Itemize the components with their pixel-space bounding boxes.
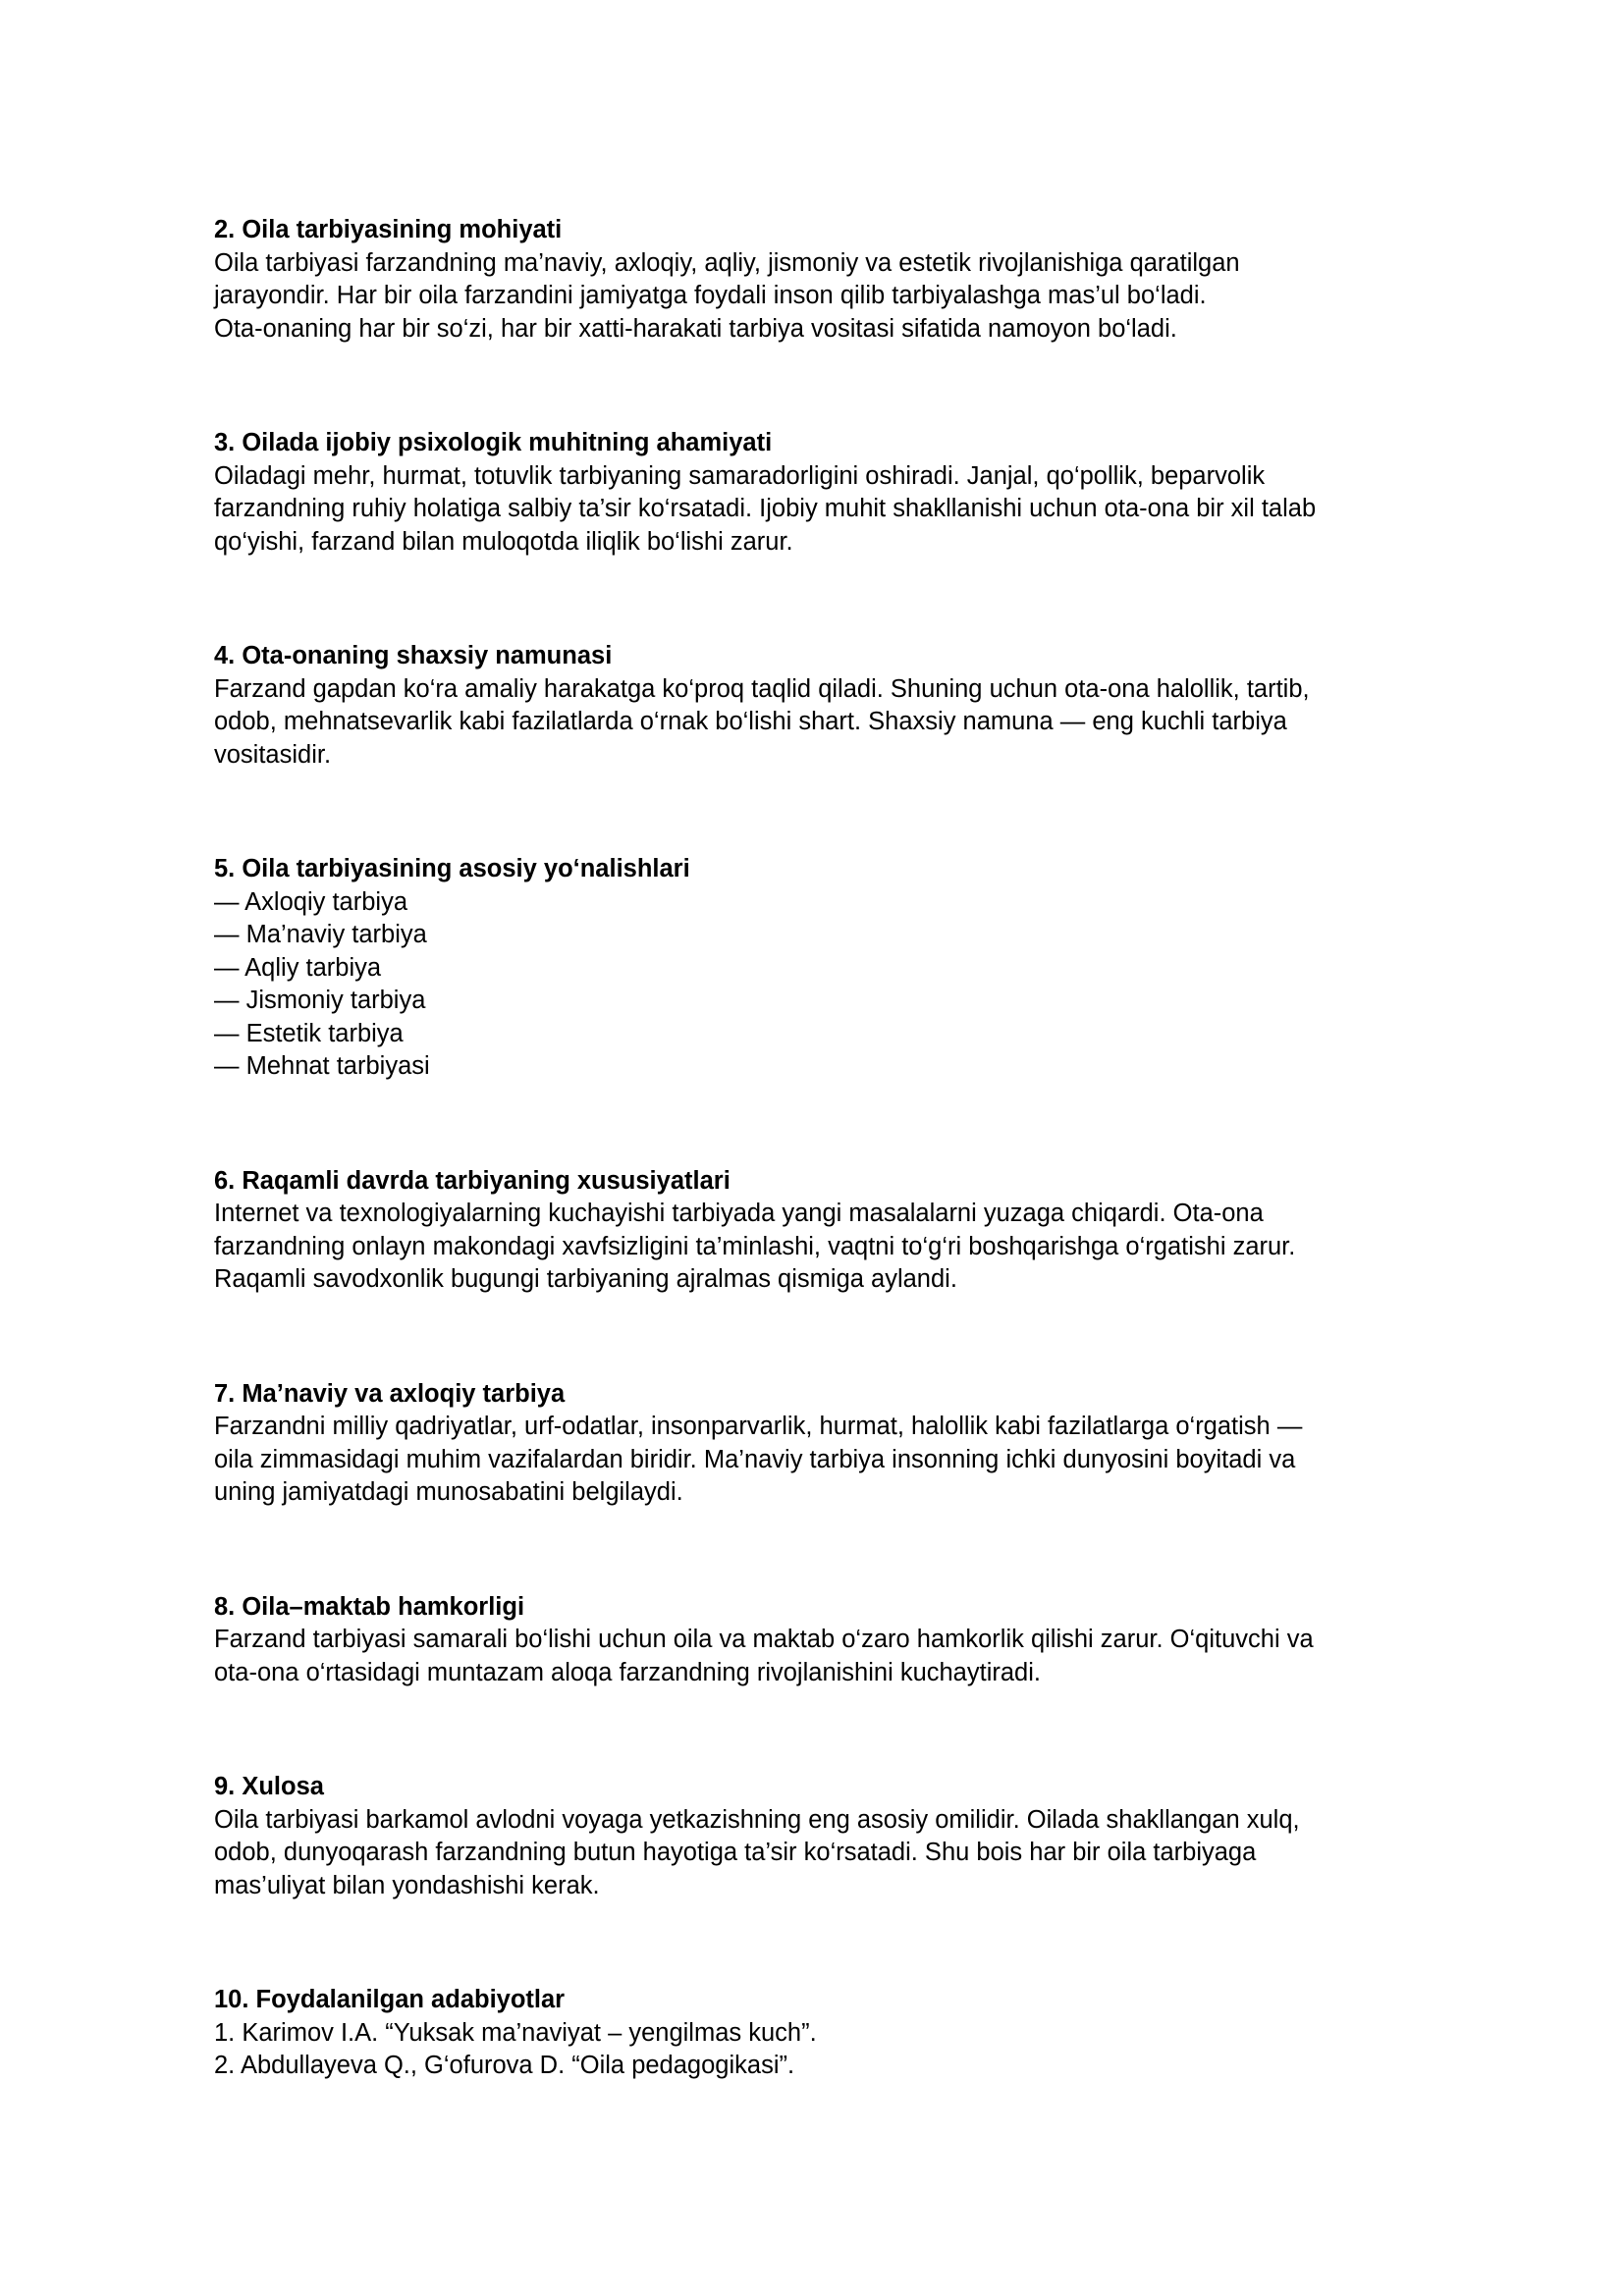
reference-item: 1. Karimov I.A. “Yuksak ma’naviyat – yengilmas kuch”. (214, 2018, 817, 2047)
section-spacer (214, 1902, 1422, 1984)
section-yonalishlar (214, 853, 1422, 1084)
section-paragraph: Farzand tarbiyasi samarali bo‘lishi uchun oila va maktab o‘zaro hamkorlik qilishi zarur. O‘qituvchi va ota-ona o‘rtasidagi muntazam aloqa farzandning rivojlanishini kuchaytiradi. (214, 1626, 1314, 1686)
direction-list (214, 886, 1422, 1084)
list-item: — Ma’naviy tarbiya (214, 921, 427, 948)
section-paragraph: Oila tarbiyasi farzandning ma’naviy, axloqiy, aqliy, jismoniy va estetik rivojlanishiga qaratilgan jarayondir. Har bir oila farzandini jamiyatga foydali inson qilib tarbiyalashga mas’ul bo‘ladi. Ota-onaning har bir so‘zi, har bir xatti-harakati tarbiya vositasi sifatida namoyon bo‘ladi. (214, 248, 1240, 343)
reference-item: 2. Abdullayeva Q., G‘ofurova D. “Oila pedagogikasi”. (214, 2052, 795, 2079)
section-xulosa (214, 1771, 1422, 1902)
section-manaviy-axloqiy (214, 1378, 1422, 1510)
section-heading: 6. Raqamli davrda tarbiyaning xususiyatlari (214, 1166, 731, 1195)
section-heading: 8. Oila–maktab hamkorligi (214, 1592, 525, 1621)
section-spacer (214, 1297, 1422, 1378)
list-item: — Estetik tarbiya (214, 1019, 404, 1047)
section-heading: 5. Oila tarbiyasining asosiy yo‘nalishlari (214, 855, 690, 882)
section-heading: 7. Ma’naviy va axloqiy tarbiya (214, 1379, 566, 1408)
list-item: — Axloqiy tarbiya (214, 887, 408, 916)
section-heading: 3. Oilada ijobiy psixologik muhitning ahamiyati (214, 429, 773, 456)
section-spacer (214, 346, 1422, 427)
references-list (214, 2017, 1422, 2083)
section-mohiyati (214, 214, 1422, 346)
section-spacer (214, 772, 1422, 853)
section-heading: 9. Xulosa (214, 1773, 324, 1800)
section-oila-maktab (214, 1591, 1422, 1690)
section-psixologik-muhit (214, 427, 1422, 559)
section-raqamli-davr (214, 1165, 1422, 1297)
list-item: — Jismoniy tarbiya (214, 987, 426, 1014)
section-paragraph: Farzandni milliy qadriyatlar, urf-odatlar, insonparvarlik, hurmat, halollik kabi fazilatlarga o‘rgatish — oila zimmasidagi muhim vazifalardan biridir. Ma’naviy tarbiya insonning ichki dunyosini boyitadi va uning jamiyatdagi munosabatini belgilaydi. (214, 1413, 1303, 1506)
section-shaxsiy-namuna (214, 640, 1422, 772)
section-spacer (214, 1084, 1422, 1165)
section-spacer (214, 1689, 1422, 1771)
section-adabiyotlar (214, 1984, 1422, 2083)
section-heading: 10. Foydalanilgan adabiyotlar (214, 1986, 566, 2013)
section-paragraph: Oiladagi mehr, hurmat, totuvlik tarbiyaning samaradorligini oshiradi. Janjal, qo‘pollik, beparvolik farzandning ruhiy holatiga salbiy ta’sir ko‘rsatadi. Ijobiy muhit shakllanishi uchun ota-ona bir xil talab qo‘yishi, farzand bilan muloqotda iliqlik bo‘lishi zarur. (214, 461, 1317, 556)
list-item: — Aqliy tarbiya (214, 953, 382, 982)
section-spacer (214, 559, 1422, 640)
section-paragraph: Internet va texnologiyalarning kuchayishi tarbiyada yangi masalalarni yuzaga chiqardi. Ota-ona farzandning onlayn makondagi xavfsizligini ta’minlashi, vaqtni to‘g‘ri boshqarishga o‘rgatishi zarur. Raqamli savodxonlik bugungi tarbiyaning ajralmas qismiga aylandi. (214, 1200, 1296, 1293)
section-heading: 2. Oila tarbiyasining mohiyati (214, 216, 563, 243)
document-page (214, 214, 1422, 2083)
section-spacer (214, 1510, 1422, 1591)
section-heading: 4. Ota-onaning shaxsiy namunasi (214, 642, 613, 669)
section-paragraph: Oila tarbiyasi barkamol avlodni voyaga yetkazishning eng asosiy omilidir. Oilada shakllangan xulq, odob, dunyoqarash farzandning butun hayotiga ta’sir ko‘rsatadi. Shu bois har bir oila tarbiyaga mas’uliyat bilan yondashishi kerak. (214, 1805, 1300, 1899)
section-paragraph: Farzand gapdan ko‘ra amaliy harakatga ko‘proq taqlid qiladi. Shuning uchun ota-ona halollik, tartib, odob, mehnatsevarlik kabi fazilatlarda o‘rnak bo‘lishi shart. Shaxsiy namuna — eng kuchli tarbiya vositasidir. (214, 674, 1310, 769)
list-item: — Mehnat tarbiyasi (214, 1052, 430, 1080)
